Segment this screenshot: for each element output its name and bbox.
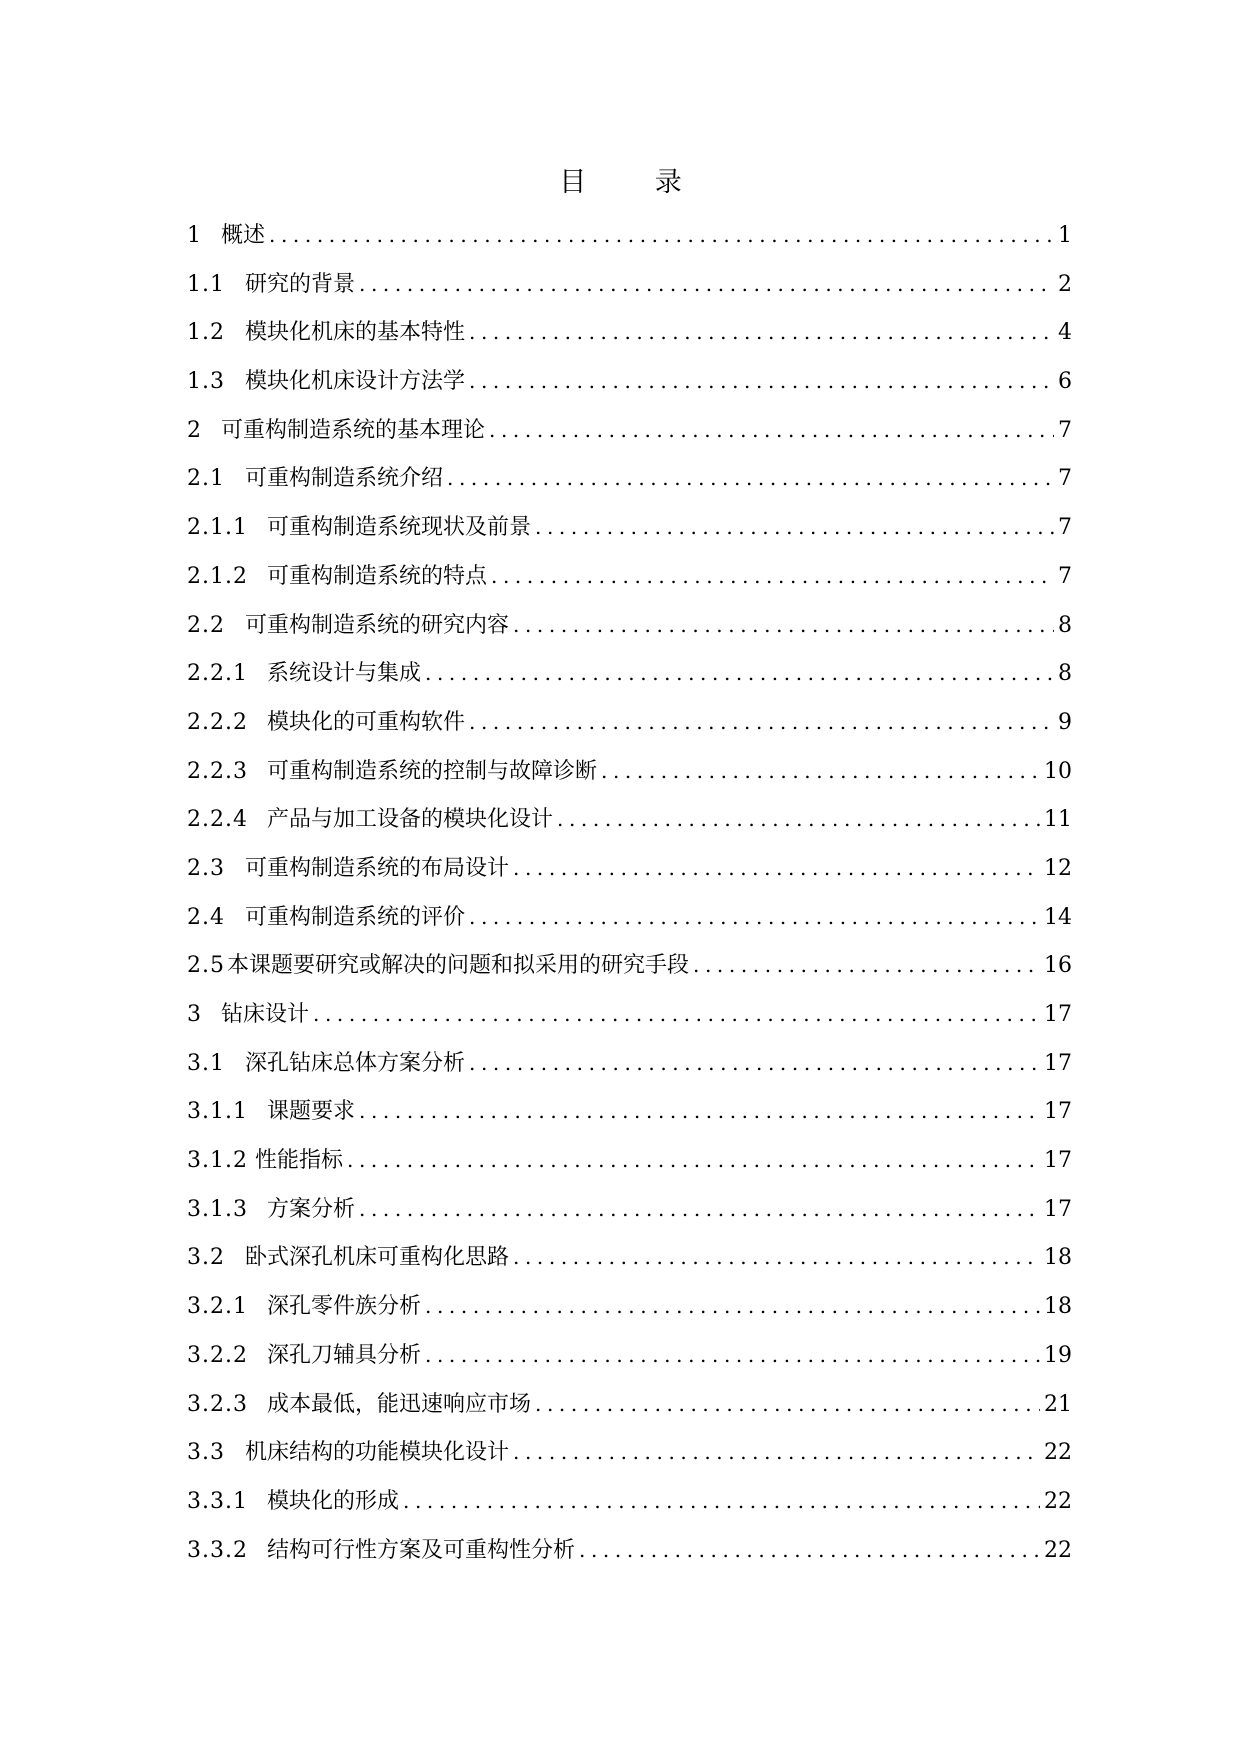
toc-entry[interactable] bbox=[187, 364, 1072, 413]
toc-entry-number: 2 bbox=[187, 417, 202, 443]
toc-entry-page-number: 6 bbox=[1058, 369, 1072, 395]
toc-entry-page-number: 2 bbox=[1058, 271, 1072, 297]
toc-entry-title: 成本最低，能迅速响应市场 bbox=[267, 1391, 532, 1417]
toc-leader-dots bbox=[425, 661, 1054, 685]
toc-leader-dots bbox=[425, 1294, 1040, 1318]
toc-entry[interactable] bbox=[187, 1289, 1072, 1338]
toc-leader-dots bbox=[347, 1148, 1040, 1172]
toc-leader-dots bbox=[269, 223, 1054, 247]
toc-entry-title: 本课题要研究或解决的问题和拟采用的研究手段 bbox=[227, 953, 690, 979]
toc-entry[interactable] bbox=[187, 413, 1072, 462]
toc-entry[interactable] bbox=[187, 900, 1072, 949]
toc-leader-dots bbox=[535, 1392, 1040, 1416]
toc-entry-title: 钻床设计 bbox=[221, 1002, 310, 1027]
toc-entry-number: 3 bbox=[187, 1002, 202, 1027]
toc-entry-number: 1.1 bbox=[187, 271, 225, 297]
toc-leader-dots bbox=[489, 418, 1054, 442]
toc-leader-dots bbox=[693, 953, 1040, 977]
toc-leader-dots bbox=[425, 1343, 1040, 1367]
toc-entry[interactable] bbox=[187, 267, 1072, 316]
toc-entry-number: 3.2.1 bbox=[187, 1294, 248, 1320]
toc-entry[interactable] bbox=[187, 705, 1072, 754]
toc-entry-number: 2.1.2 bbox=[187, 563, 248, 589]
toc-entry[interactable] bbox=[187, 948, 1072, 997]
toc-entry-title: 模块化机床的基本特性 bbox=[245, 320, 466, 346]
toc-entry[interactable] bbox=[187, 1240, 1072, 1289]
toc-entry-page-number: 22 bbox=[1044, 1537, 1072, 1563]
toc-entry[interactable] bbox=[187, 1387, 1072, 1436]
toc-leader-dots bbox=[513, 613, 1054, 637]
toc-entry-page-number: 10 bbox=[1044, 758, 1072, 784]
toc-entry-title: 研究的背景 bbox=[245, 271, 356, 297]
toc-leader-dots bbox=[359, 1099, 1040, 1123]
toc-leader-dots bbox=[359, 1197, 1040, 1221]
toc-entry-title: 机床结构的功能模块化设计 bbox=[245, 1440, 510, 1466]
toc-entry-page-number: 17 bbox=[1044, 1050, 1072, 1076]
toc-entry[interactable] bbox=[187, 1094, 1072, 1143]
toc-entry-page-number: 22 bbox=[1044, 1440, 1072, 1466]
toc-entry-number: 2.1.1 bbox=[187, 515, 248, 541]
toc-entry-number: 3.2.3 bbox=[187, 1391, 248, 1417]
toc-entry-page-number: 16 bbox=[1044, 953, 1072, 979]
toc-entry-page-number: 17 bbox=[1044, 1196, 1072, 1222]
toc-leader-dots bbox=[601, 759, 1040, 783]
toc-leader-dots bbox=[469, 710, 1054, 734]
toc-entry[interactable] bbox=[187, 1533, 1072, 1582]
page-title: 目 录 bbox=[559, 167, 712, 198]
toc-entry-number: 2.2 bbox=[187, 612, 225, 638]
toc-entry-page-number: 1 bbox=[1058, 223, 1072, 248]
toc-entry-page-number: 18 bbox=[1044, 1294, 1072, 1320]
toc-entry[interactable] bbox=[187, 461, 1072, 510]
toc-entry-title: 模块化机床设计方法学 bbox=[245, 369, 466, 395]
toc-entry-title: 课题要求 bbox=[267, 1099, 356, 1125]
toc-entry[interactable] bbox=[187, 1143, 1072, 1192]
toc-leader-dots bbox=[513, 1440, 1040, 1464]
toc-entry-page-number: 19 bbox=[1044, 1342, 1072, 1368]
toc-entry-number: 3.1.1 bbox=[187, 1099, 248, 1125]
toc-entry-page-number: 21 bbox=[1044, 1391, 1072, 1417]
toc-entry-page-number: 8 bbox=[1058, 612, 1072, 638]
toc-entry-number: 2.5 bbox=[187, 953, 225, 979]
toc-entry-number: 3.3 bbox=[187, 1440, 225, 1466]
toc-entry-page-number: 7 bbox=[1058, 563, 1072, 589]
toc-entry[interactable] bbox=[187, 608, 1072, 657]
toc-entry-title: 可重构制造系统的特点 bbox=[267, 563, 488, 589]
toc-entry-title: 深孔零件族分析 bbox=[267, 1294, 422, 1320]
toc-entry-number: 1 bbox=[187, 223, 202, 248]
toc-entry-page-number: 8 bbox=[1058, 661, 1072, 687]
toc-leader-dots bbox=[469, 905, 1040, 929]
toc-entry-title: 产品与加工设备的模块化设计 bbox=[267, 807, 554, 833]
toc-entry-page-number: 17 bbox=[1044, 1002, 1072, 1027]
toc-entry-number: 3.1.2 bbox=[187, 1148, 248, 1174]
toc-entry[interactable] bbox=[187, 802, 1072, 851]
toc-entry-page-number: 7 bbox=[1058, 515, 1072, 541]
toc-entry-number: 3.1 bbox=[187, 1050, 225, 1076]
toc-entry-number: 1.3 bbox=[187, 369, 225, 395]
toc-entry-title: 模块化的形成 bbox=[267, 1488, 400, 1514]
toc-entry-page-number: 9 bbox=[1058, 709, 1072, 735]
toc-entry-number: 2.2.3 bbox=[187, 758, 248, 784]
toc-leader-dots bbox=[491, 564, 1054, 588]
toc-entry-number: 2.2.1 bbox=[187, 661, 248, 687]
toc-entry[interactable] bbox=[187, 1435, 1072, 1484]
toc-leader-dots bbox=[513, 1245, 1040, 1269]
toc-leader-dots bbox=[535, 515, 1054, 539]
toc-leader-dots bbox=[469, 369, 1054, 393]
toc-leader-dots bbox=[469, 1051, 1040, 1075]
toc-leader-dots bbox=[469, 320, 1054, 344]
toc-entry-page-number: 17 bbox=[1044, 1099, 1072, 1125]
toc-entry-page-number: 12 bbox=[1044, 855, 1072, 881]
toc-entry-title: 模块化的可重构软件 bbox=[267, 709, 466, 735]
toc-entry-page-number: 11 bbox=[1044, 807, 1072, 833]
toc-entry-page-number: 7 bbox=[1058, 466, 1072, 492]
toc-entry-number: 3.2 bbox=[187, 1245, 225, 1271]
toc-entry[interactable] bbox=[187, 1192, 1072, 1241]
toc-leader-dots bbox=[403, 1489, 1040, 1513]
toc-entry-title: 可重构制造系统的基本理论 bbox=[221, 417, 486, 443]
toc-leader-dots bbox=[513, 856, 1040, 880]
toc-entry-title: 方案分析 bbox=[267, 1196, 356, 1222]
toc-leader-dots bbox=[313, 1002, 1040, 1026]
toc-entry-title: 结构可行性方案及可重构性分析 bbox=[267, 1537, 576, 1563]
toc-entry-title: 深孔钻床总体方案分析 bbox=[245, 1050, 466, 1076]
toc-entry[interactable] bbox=[187, 559, 1072, 608]
toc-entry-title: 深孔刀辅具分析 bbox=[267, 1342, 422, 1368]
toc-entry-page-number: 22 bbox=[1044, 1488, 1072, 1514]
toc-entry-number: 2.3 bbox=[187, 855, 225, 881]
toc-entry-page-number: 18 bbox=[1044, 1245, 1072, 1271]
toc-entry-title: 卧式深孔机床可重构化思路 bbox=[245, 1245, 510, 1271]
toc-entry-number: 3.3.2 bbox=[187, 1537, 248, 1563]
toc-leader-dots bbox=[557, 807, 1040, 831]
toc-entry[interactable] bbox=[187, 1338, 1072, 1387]
toc-entry-page-number: 17 bbox=[1044, 1148, 1072, 1174]
toc-entry[interactable] bbox=[187, 851, 1072, 900]
toc-entry-title: 性能指标 bbox=[255, 1148, 344, 1174]
toc-entry-title: 系统设计与集成 bbox=[267, 661, 422, 687]
toc-entry[interactable] bbox=[187, 315, 1072, 364]
toc-entry-number: 3.3.1 bbox=[187, 1488, 248, 1514]
toc-entry-number: 3.1.3 bbox=[187, 1196, 248, 1222]
toc-entry[interactable] bbox=[187, 1484, 1072, 1533]
toc-leader-dots bbox=[447, 466, 1054, 490]
toc-entry-number: 2.4 bbox=[187, 904, 225, 930]
toc-leader-dots bbox=[359, 272, 1054, 296]
toc-entry-page-number: 14 bbox=[1044, 904, 1072, 930]
toc-entry[interactable] bbox=[187, 997, 1072, 1046]
toc-entry-number: 1.2 bbox=[187, 320, 225, 346]
toc-entry-title: 可重构制造系统的评价 bbox=[245, 904, 466, 930]
toc-entry-title: 可重构制造系统介绍 bbox=[245, 466, 444, 492]
toc-entry[interactable] bbox=[187, 656, 1072, 705]
toc-entry-number: 2.2.2 bbox=[187, 709, 248, 735]
toc-entry-title: 可重构制造系统的研究内容 bbox=[245, 612, 510, 638]
toc-entry-title: 可重构制造系统现状及前景 bbox=[267, 515, 532, 541]
toc-entry-page-number: 4 bbox=[1058, 320, 1072, 346]
toc-entry-number: 3.2.2 bbox=[187, 1342, 248, 1368]
toc-entry-page-number: 7 bbox=[1058, 417, 1072, 443]
toc-entry[interactable] bbox=[187, 1046, 1072, 1095]
toc-entry[interactable] bbox=[187, 754, 1072, 803]
table-of-contents bbox=[187, 218, 1072, 1581]
toc-entry-title: 概述 bbox=[221, 223, 266, 248]
toc-entry[interactable] bbox=[187, 218, 1072, 267]
toc-entry-number: 2.2.4 bbox=[187, 807, 248, 833]
toc-leader-dots bbox=[579, 1538, 1040, 1562]
toc-entry-number: 2.1 bbox=[187, 466, 225, 492]
toc-entry-title: 可重构制造系统的布局设计 bbox=[245, 855, 510, 881]
toc-entry-title: 可重构制造系统的控制与故障诊断 bbox=[267, 758, 598, 784]
toc-entry[interactable] bbox=[187, 510, 1072, 559]
